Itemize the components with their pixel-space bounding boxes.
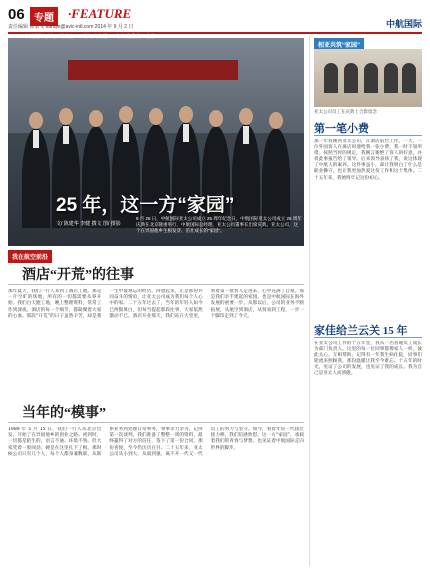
publication-name: 中航国际	[385, 19, 422, 29]
photo-caption: 9 月 26 日，中航国际亚太公司成立 25 周年纪念日。中航国际亚太公司成立 25 周年庆典在北京隆重举行，中航国际总经理、亚太公司董事长出席庆典。亚太公司，这个在异国他乡生根发芽、茁壮成长的“家园”。	[136, 216, 302, 233]
photo-person	[364, 63, 378, 93]
photo-head	[209, 110, 223, 127]
photo-top-caption: 中航国际亚太公司成立 25 周年庆典暨 25 年的优秀员工合影	[24, 34, 156, 40]
photo-person	[402, 63, 416, 93]
section-tag: 专题	[30, 7, 58, 26]
sidebar-rule	[314, 135, 422, 136]
photo-head	[239, 108, 253, 125]
photo-person	[262, 128, 290, 228]
page-header	[8, 4, 422, 32]
feature-byline: 文/ 陈建华 李健 撰文 图/ 摄影	[56, 221, 121, 227]
article1-body: 那年夏天，我们一行人来到了酒店工地。那是一片空旷的场地，所有的一切都需要从零开始。我们白天跑工地，晚上整理资料，常常工作到深夜。酒店的每一个细节，都凝聚着大家的心血。那段“开荒”的日子虽然辛苦，却是我一生中最难忘的经历。回想起来，正是那份共同奋斗的情谊，让亚太公司成为我们每个人心中的家。二十五年过去了，当年的年轻人如今已两鬓斑白，但每当提起那段往事，大家依然激动不已。酒店开业那天，我们站在大堂里，看着第一批客人走进来，心中充满了自豪。那是我们亲手建起的家园，也是中航国际在海外发展的重要一步。从那以后，公司的业务不断拓展，从航空到酒店，从贸易到工程，一步一个脚印走到了今天。	[8, 289, 304, 319]
photo-head	[29, 112, 43, 129]
section-title: ·FEATURE	[68, 6, 132, 21]
sidebar-photo	[314, 49, 422, 107]
photo-head	[119, 106, 133, 123]
photo-head	[89, 110, 103, 127]
article-rule	[8, 284, 304, 285]
photo-head	[59, 108, 73, 125]
sidebar-rule	[314, 337, 422, 338]
photo-shirt	[63, 126, 69, 144]
feature-photo	[8, 38, 304, 246]
photo-person	[384, 63, 398, 93]
photo-shirt	[33, 130, 39, 148]
column-divider	[309, 36, 310, 566]
sidebar-item2-title: 家佳给兰云关 15 年	[314, 325, 408, 337]
sidebar-item1-text: 那一年我刚到亚太公司，在酒店前台工作。一天，一位外国客人在离店时递给我一张小费，我一时不知所措。按照当时的规定，我婉言谢绝了客人的好意，并将此事报告给了领导。后来领导表扬了我，说这体现了中航人的素养。这件事虽小，却让我明白了什么是职业操守，也让我更加热爱这份工作和这个集体。二十五年来，我始终牢记这份初心。	[314, 139, 422, 181]
photo-head	[269, 112, 283, 129]
photo-person	[324, 63, 338, 93]
article-rule	[8, 422, 304, 423]
sidebar-item1-title: 第一笔小费	[314, 123, 369, 135]
sidebar-photo-caption: 亚太公司员工在庆典上合影留念	[314, 109, 377, 114]
article2-body: 1989 年 5 月 15 日，我们一行人从北京出发，开始了在异国他乡的创业之路。初到时，一切都是陌生的，语言不通、环境不熟，但大家凭着一股闯劲，硬是在这里扎下了根。那时候公司只有几个人，每个人都身兼数职，从联系业务到处理日常事务，事事亲力亲为。记得第一次谈判，我们准备了整整一周的资料，最终赢得了对方的信任，签下了第一份合同。那份喜悦，至今仍历历在目。二十五年来，亚太公司从小到大、从弱到强，离不开一代又一代员工的努力与坚守。如今，看着年轻一代接过接力棒，我们倍感欣慰。这一方“家园”，承载着我们的青春与梦想，也见证着中航国际走向世界的脚步。	[8, 427, 304, 457]
photo-shirt	[183, 124, 189, 142]
article2-title: 当年的“模事”	[22, 406, 106, 421]
photo-shirt	[243, 126, 249, 144]
editor-credits: 责任编辑 徐秉文 tianqin@avic-intl.com 2014 年 9 月 2 日	[8, 24, 134, 30]
photo-person	[344, 63, 358, 93]
photo-banner	[68, 60, 238, 80]
photo-head	[179, 106, 193, 123]
photo-shirt	[123, 124, 129, 142]
page-number: 06	[8, 6, 25, 23]
section-label: 我在航空前沿	[8, 250, 52, 263]
article1-title: 酒店“开荒”的往事	[22, 268, 134, 283]
sidebar-item2-text: 在亚太公司工作的十五年里，我从一名普通员工成长为部门负责人。这里的每一位同事都像家人一样，彼此关心、互相帮助。记得有一年我生病住院，同事们轮流来照顾我，那份温暖让我至今难忘。十五年的时光，见证了公司的发展，也见证了我的成长。我为自己是亚太人而骄傲。	[314, 341, 422, 377]
feature-title: 25 年，这一方“家园”	[56, 195, 235, 216]
sidebar-banner: 相亚共筑“家园”	[314, 38, 364, 51]
photo-head	[149, 108, 163, 125]
